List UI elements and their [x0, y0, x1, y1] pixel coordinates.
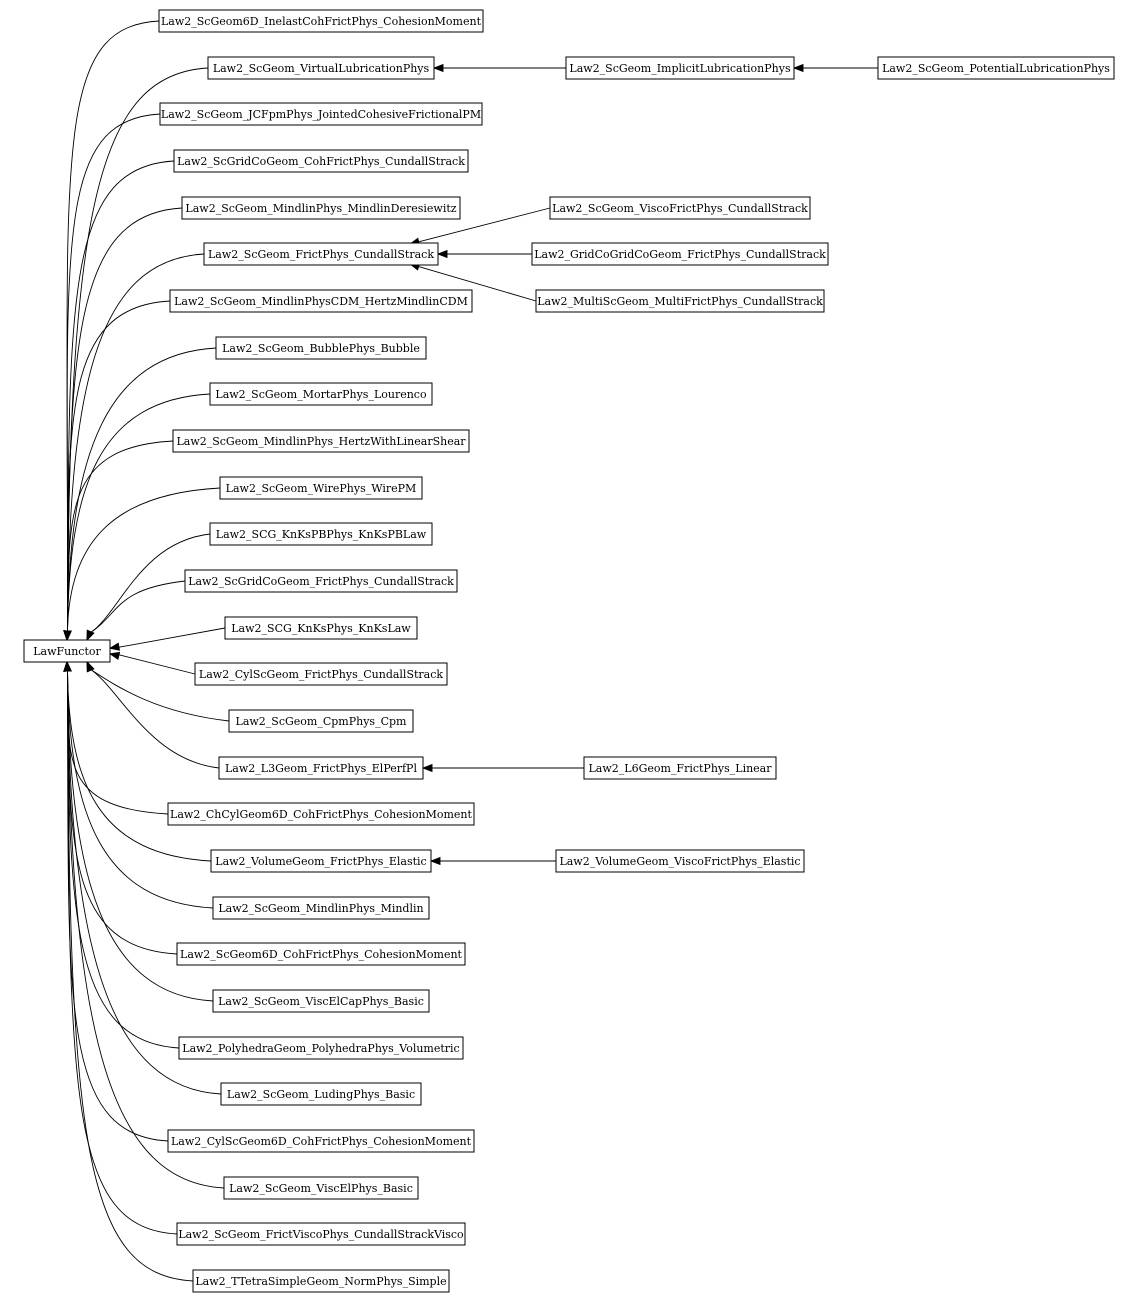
inheritance-edge — [87, 581, 185, 640]
edge-line — [68, 441, 174, 631]
arrowhead — [794, 65, 803, 72]
node-label: Law2_ScGeom_MortarPhys_Lourenco — [215, 388, 427, 401]
nodes-layer — [24, 10, 1114, 1292]
arrowhead — [87, 630, 94, 640]
node-label: Law2_VolumeGeom_FrictPhys_Elastic — [215, 855, 427, 868]
node-label: Law2_ScGeom_VirtualLubricationPhys — [212, 62, 430, 75]
node-label: Law2_ScGeom_MindlinPhys_Mindlin — [218, 902, 424, 915]
inheritance-edge — [110, 628, 225, 650]
inheritance-edge — [423, 765, 584, 772]
inheritance-edge — [110, 652, 195, 674]
inheritance-edge — [431, 858, 556, 865]
edge-line — [68, 671, 169, 1141]
class-node-law2-scgeom-jcfpmphys-jointedcohesivefrictionalpm[interactable] — [160, 103, 482, 125]
inheritance-edge — [64, 662, 221, 1094]
node-label: Law2_ScGeom_WirePhys_WirePM — [225, 482, 417, 495]
edge-line — [68, 671, 212, 861]
class-node-lawfunctor[interactable] — [24, 640, 110, 662]
node-label: Law2_ScGeom_FrictPhys_CundallStrack — [208, 248, 434, 261]
class-node-law2-ttetrasimplegeom-normphys-simple[interactable] — [193, 1270, 449, 1292]
inheritance-edge — [64, 161, 174, 640]
node-label: Law2_ScGeom_ViscElCapPhys_Basic — [218, 995, 424, 1008]
arrowhead — [64, 631, 71, 640]
class-node-law2-scgeom-cpmphys-cpm[interactable] — [229, 710, 413, 732]
class-node-law2-scgeom-viscelphys-basic[interactable] — [224, 1177, 418, 1199]
node-label: Law2_ScGeom_PotentialLubricationPhys — [882, 62, 1110, 75]
class-node-law2-polyhedrageom-polyhedraphys-volumetric[interactable] — [179, 1037, 463, 1059]
edge-line — [68, 671, 169, 814]
class-node-law2-scgeom-ludingphys-basic[interactable] — [221, 1083, 421, 1105]
arrowhead — [110, 652, 120, 659]
inheritance-edge — [64, 348, 216, 640]
class-node-law2-gridcogridcogeom-frictphys-cundallstrack[interactable] — [532, 243, 828, 265]
class-node-law2-scgeom-viscelcapphys-basic[interactable] — [213, 990, 429, 1012]
class-node-law2-scgeom-mortarphys-lourenco[interactable] — [210, 383, 432, 405]
class-node-law2-scgridcogeom-cohfrictphys-cundallstrack[interactable] — [174, 150, 468, 172]
inheritance-edge — [64, 662, 179, 1048]
inheritance-edge — [64, 21, 159, 640]
node-label: Law2_ScGeom_CpmPhys_Cpm — [235, 715, 407, 728]
node-label: Law2_CylScGeom6D_CohFrictPhys_CohesionMoment — [170, 1135, 472, 1148]
edge-line — [119, 655, 195, 674]
inheritance-edge — [64, 114, 160, 640]
node-label: Law2_MultiScGeom_MultiFrictPhys_CundallStrack — [537, 295, 823, 308]
edge-line — [68, 161, 175, 631]
inheritance-edge — [64, 662, 168, 1141]
node-label: Law2_ScGeom6D_InelastCohFrictPhys_CohesionMoment — [160, 15, 482, 28]
inheritance-edge — [64, 662, 193, 1281]
edge-line — [68, 488, 221, 631]
class-node-law2-scg-knkspbphys-knkspblaw[interactable] — [210, 523, 432, 545]
edge-line — [90, 581, 185, 633]
edge-line — [67, 21, 159, 631]
node-label: Law2_ScGeom_MindlinPhys_MindlinDeresiewitz — [185, 202, 457, 215]
node-label: Law2_ScGeom6D_CohFrictPhys_CohesionMoment — [180, 948, 462, 961]
edge-line — [68, 671, 194, 1281]
arrowhead — [87, 662, 94, 672]
inheritance-edge — [64, 488, 220, 640]
node-label: Law2_ScGeom_MindlinPhysCDM_HertzMindlinCDM — [174, 295, 468, 308]
node-label: Law2_SCG_KnKsPBPhys_KnKsPBLaw — [215, 528, 427, 541]
node-label: Law2_TTetraSimpleGeom_NormPhys_Simple — [195, 1275, 447, 1288]
node-label: Law2_ScGeom_FrictViscoPhys_CundallStrackVisco — [178, 1228, 464, 1241]
class-node-law2-scgeom-frictviscophys-cundallstrackvisco[interactable] — [177, 1223, 465, 1245]
node-label: Law2_L6Geom_FrictPhys_Linear — [588, 762, 772, 775]
node-label: Law2_SCG_KnKsPhys_KnKsLaw — [231, 622, 411, 635]
class-node-law2-volumegeom-frictphys-elastic[interactable] — [211, 850, 431, 872]
node-label: Law2_ScGeom_MindlinPhys_HertzWithLinearShear — [176, 435, 466, 448]
class-node-law2-scgeom6d-inelastcohfrictphys-cohesionmoment[interactable] — [159, 10, 483, 32]
class-node-law2-scgeom-mindlinphys-mindlinderesiewitz[interactable] — [182, 197, 460, 219]
class-node-law2-scgeom6d-cohfrictphys-cohesionmoment[interactable] — [177, 943, 465, 965]
class-node-law2-scgeom-potentiallubricationphys[interactable] — [878, 57, 1114, 79]
node-label: Law2_GridCoGridCoGeom_FrictPhys_CundallStrack — [534, 248, 826, 261]
edge-line — [68, 671, 225, 1188]
node-label: Law2_ScGridCoGeom_CohFrictPhys_CundallStrack — [177, 155, 465, 168]
node-label: Law2_ScGeom_ViscoFrictPhys_CundallStrack — [552, 202, 808, 215]
node-label: Law2_ScGeom_ImplicitLubricationPhys — [569, 62, 791, 75]
class-node-law2-scgeom-mindlinphyscdm-hertzmindlincdm[interactable] — [170, 290, 472, 312]
class-node-law2-scgeom-mindlinphys-hertzwithlinearshear[interactable] — [173, 430, 469, 452]
inheritance-edge — [64, 208, 182, 640]
inheritance-edge — [438, 251, 532, 258]
class-node-law2-l3geom-frictphys-elperfpl[interactable] — [219, 757, 423, 779]
class-node-law2-volumegeom-viscofrictphys-elastic[interactable] — [556, 850, 804, 872]
arrowhead — [434, 65, 443, 72]
class-node-law2-scgeom-wirephys-wirepm[interactable] — [220, 477, 422, 499]
class-node-law2-scgeom-virtuallubricationphys[interactable] — [208, 57, 434, 79]
edge-line — [68, 208, 183, 631]
class-node-law2-scgeom-bubblephys-bubble[interactable] — [216, 337, 426, 359]
node-label: Law2_ScGeom_LudingPhys_Basic — [226, 1088, 416, 1101]
node-label: LawFunctor — [33, 645, 101, 658]
arrowhead — [438, 251, 447, 258]
inheritance-edge — [64, 662, 211, 861]
class-node-law2-multiscgeom-multifrictphys-cundallstrack[interactable] — [536, 290, 824, 312]
class-node-law2-scgeom-frictphys-cundallstrack[interactable] — [204, 243, 438, 265]
class-node-law2-l6geom-frictphys-linear[interactable] — [584, 757, 776, 779]
node-label: Law2_L3Geom_FrictPhys_ElPerfPl — [225, 762, 417, 775]
arrowhead — [64, 662, 71, 671]
class-node-law2-chcylgeom6d-cohfrictphys-cohesionmoment[interactable] — [168, 803, 474, 825]
node-label: Law2_ScGeom_ViscElPhys_Basic — [229, 1182, 413, 1195]
inheritance-edge — [64, 662, 224, 1188]
node-label: Law2_PolyhedraGeom_PolyhedraPhys_Volumetric — [182, 1042, 460, 1055]
edge-line — [68, 671, 178, 954]
node-label: Law2_ChCylGeom6D_CohFrictPhys_CohesionMoment — [170, 808, 472, 821]
class-node-law2-scgridcogeom-frictphys-cundallstrack[interactable] — [185, 570, 457, 592]
arrowhead — [431, 858, 440, 865]
class-node-law2-scg-knksphys-knkslaw[interactable] — [225, 617, 417, 639]
class-node-law2-cylscgeom-frictphys-cundallstrack[interactable] — [195, 663, 447, 685]
node-label: Law2_CylScGeom_FrictPhys_CundallStrack — [198, 668, 444, 681]
edge-line — [67, 114, 160, 631]
node-label: Law2_ScGeom_BubblePhys_Bubble — [222, 342, 420, 355]
inheritance-edge — [64, 301, 170, 640]
inheritance-edge — [64, 441, 173, 640]
class-node-law2-scgeom-mindlinphys-mindlin[interactable] — [213, 897, 429, 919]
node-label: Law2_VolumeGeom_ViscoFrictPhys_Elastic — [559, 855, 801, 868]
inheritance-edge — [434, 65, 566, 72]
arrowhead — [110, 643, 119, 650]
class-node-law2-cylscgeom6d-cohfrictphys-cohesionmoment[interactable] — [168, 1130, 474, 1152]
arrowhead — [423, 765, 432, 772]
inheritance-edge — [794, 65, 878, 72]
class-node-law2-scgeom-viscofrictphys-cundallstrack[interactable] — [550, 197, 810, 219]
class-node-law2-scgeom-implicitlubricationphys[interactable] — [566, 57, 794, 79]
edge-line — [119, 628, 225, 647]
node-label: Law2_ScGeom_JCFpmPhys_JointedCohesiveFrictionalPM — [160, 108, 482, 121]
edge-line — [68, 301, 171, 631]
edge-line — [68, 671, 222, 1094]
node-label: Law2_ScGridCoGeom_FrictPhys_CundallStrack — [188, 575, 454, 588]
